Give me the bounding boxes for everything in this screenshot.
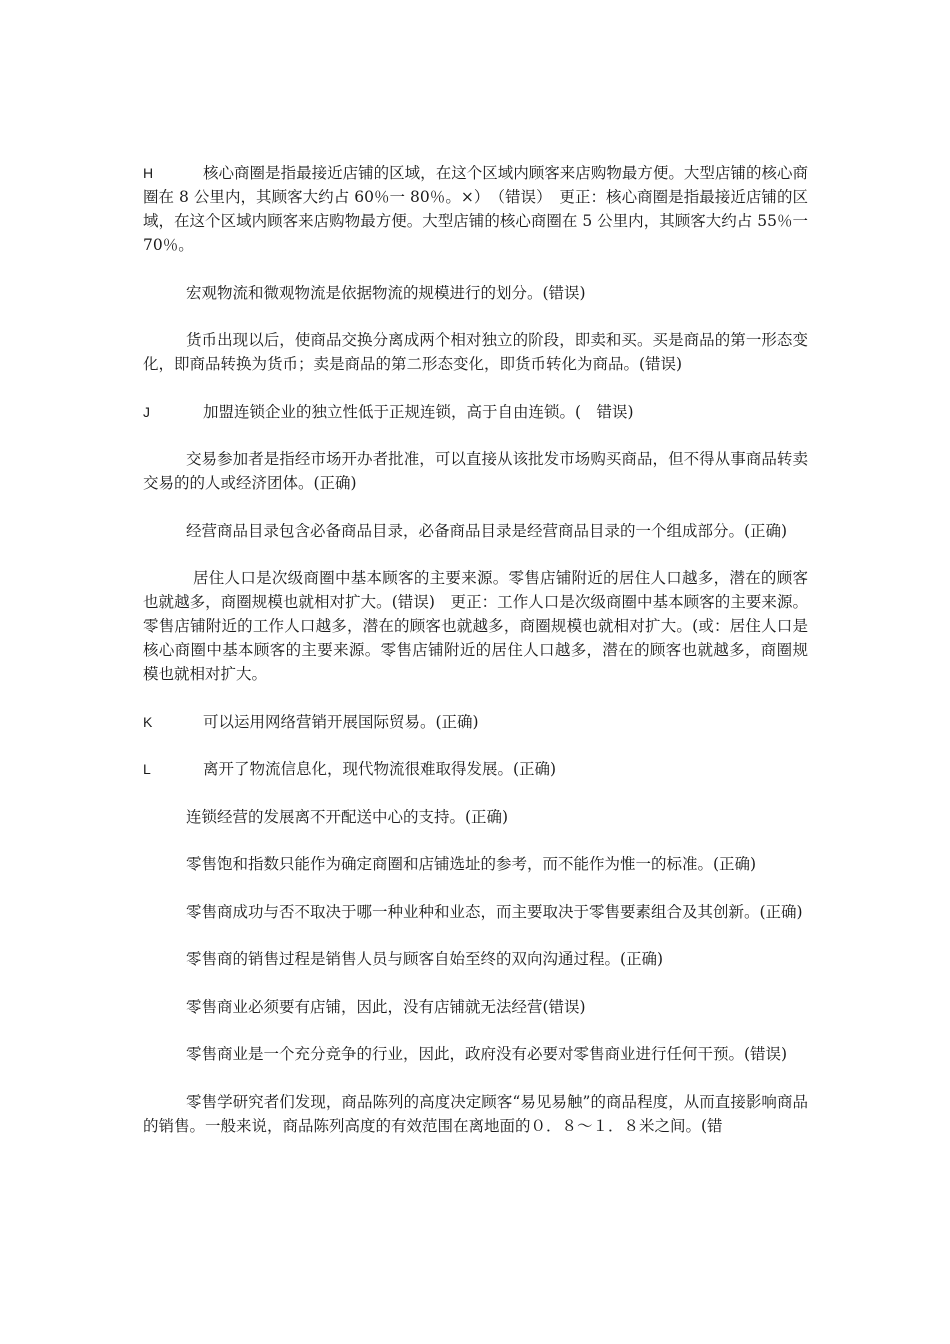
paragraph-text: 加盟连锁企业的独立性低于正规连锁，高于自由连锁。( 错误) (203, 402, 634, 421)
paragraph-text: 连锁经营的发展离不开配送中心的支持。(正确) (186, 807, 509, 826)
document-body (143, 161, 808, 1161)
paragraph (143, 1042, 808, 1066)
paragraph (143, 447, 808, 495)
paragraph (143, 1090, 808, 1138)
paragraph (143, 400, 808, 424)
paragraph-text: 离开了物流信息化，现代物流很难取得发展。(正确) (203, 760, 557, 778)
paragraph-text: 零售商成功与否不取决于哪一种业种和业态，而主要取决于零售要素组合及其创新。(正确) (186, 902, 803, 921)
paragraph (143, 710, 808, 734)
paragraph-text: 居住人口是次级商圈中基本顾客的主要来源。零售店铺附近的居住人口越多，潜在的顾客也就越多，商圈规模也就相对扩大。(错误) 更正：工作人口是次级商圈中基本顾客的主要来源。零售店铺附近的工作人口越多，潜在的顾客也就越多，商圈规模也就相对扩大。(或：居住人口是核心商圈中基本顾客的主要来源。零售店铺附近的居住人口越多，潜在的顾客也就越多，商圈规模也就相对扩大。 (143, 569, 808, 683)
paragraph (143, 161, 808, 257)
paragraph-text: 零售商业是一个充分竞争的行业，因此，政府没有必要对零售商业进行任何干预。(错误) (186, 1045, 788, 1063)
paragraph (143, 900, 808, 924)
paragraph (143, 281, 808, 305)
section-letter: J (143, 403, 150, 420)
paragraph (143, 852, 808, 876)
paragraph-text: 交易参加者是指经市场开办者批准，可以直接从该批发市场购买商品，但不得从事商品转卖交易的的人或经济团体。(正确) (143, 450, 808, 492)
section-letter: H (143, 165, 154, 181)
section-letter: L (143, 761, 151, 777)
paragraph-text: 可以运用网络营销开展国际贸易。(正确) (203, 712, 479, 731)
paragraph (143, 519, 808, 543)
paragraph-text: 零售学研究者们发现，商品陈列的高度决定顾客“易见易触”的商品程度，从而直接影响商品的销售。一般来说，商品陈列高度的有效范围在离地面的０．８～１．８米之间。(错 (143, 1092, 808, 1135)
paragraph (143, 805, 808, 829)
paragraph (143, 328, 808, 376)
paragraph-text: 核心商圈是指最接近店铺的区域，在这个区域内顾客来店购物最方便。大型店铺的核心商圈在 8 公里内，其顾客大约占 60％一 80％。×） （错误） 更正：核心商圈是指最接近店铺的区域，在这个区域内顾客来店购物最方便。大型店铺的核心商圈在 5 公里内，其顾客大约占 55％一 70％。 (143, 164, 808, 254)
paragraph-text: 货币出现以后，使商品交换分离成两个相对独立的阶段，即卖和买。买是商品的第一形态变化，即商品转换为货币；卖是商品的第二形态变化，即货币转化为商品。(错误) (143, 331, 808, 373)
paragraph-text: 零售饱和指数只能作为确定商圈和店铺选址的参考，而不能作为惟一的标准。(正确) (186, 855, 757, 873)
section-letter: K (143, 713, 153, 730)
paragraph-text: 零售商的销售过程是销售人员与顾客自始至终的双向沟通过程。(正确) (186, 950, 664, 968)
paragraph-text: 经营商品目录包含必备商品目录，必备商品目录是经营商品目录的一个组成部分。(正确) (186, 521, 788, 540)
paragraph (143, 995, 808, 1019)
paragraph (143, 947, 808, 971)
paragraph (143, 757, 808, 781)
paragraph-text: 宏观物流和微观物流是依据物流的规模进行的划分。(错误) (186, 283, 586, 302)
paragraph (143, 566, 808, 686)
paragraph-text: 零售商业必须要有店铺，因此，没有店铺就无法经营(错误) (186, 997, 586, 1016)
